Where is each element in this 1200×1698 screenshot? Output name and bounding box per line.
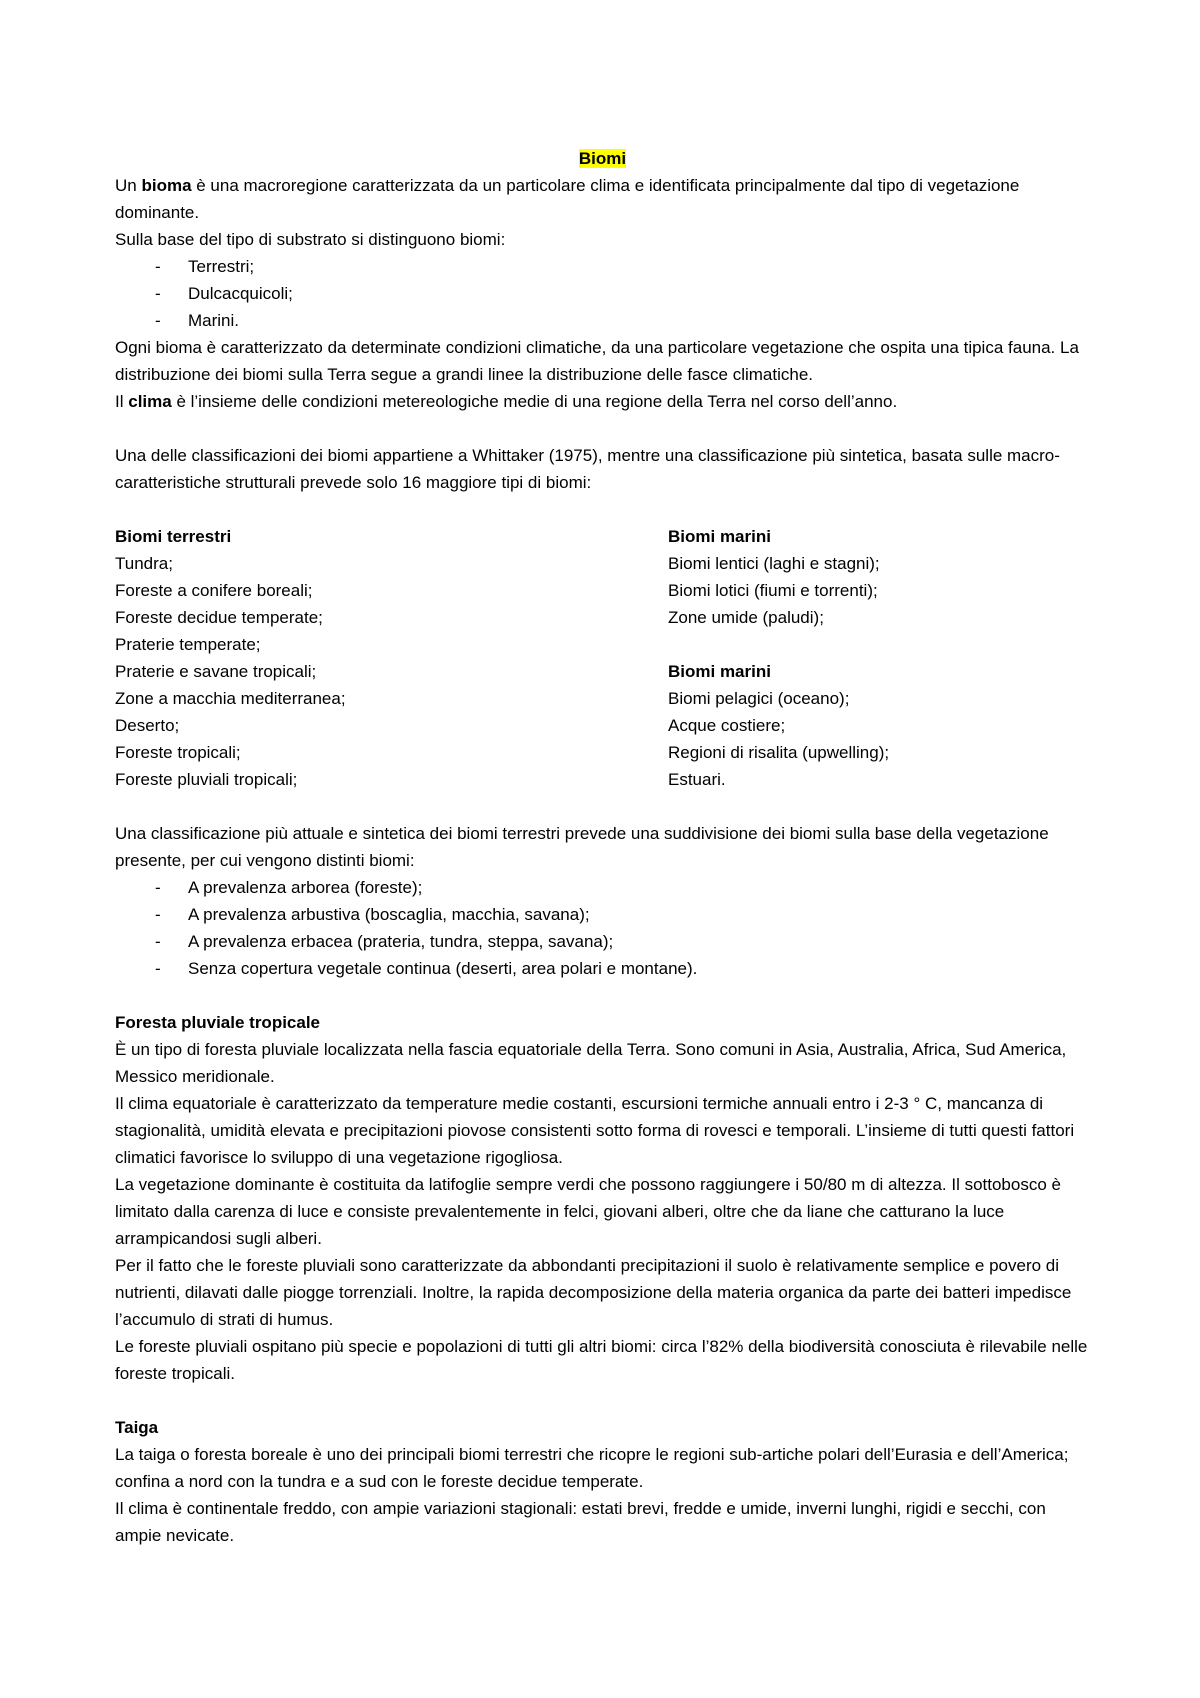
intro-paragraph-3: Ogni bioma è caratterizzato da determinate condizioni climatiche, da una particolare vegetazione che ospita una tipica fauna. La distribuzione dei biomi sulla Terra segue a grandi linee la distribuzione delle fasce climatiche.: [115, 338, 1079, 384]
aquatic-column: [668, 523, 1088, 793]
list-item: Deserto;: [115, 716, 180, 735]
list-item: Biomi lotici (fiumi e torrenti);: [668, 581, 878, 600]
heading-text: Foresta pluviale tropicale: [115, 1013, 321, 1032]
intro-paragraph-1: [115, 172, 1090, 226]
list-item: Foreste decidue temperate;: [115, 608, 323, 627]
list-item: Zone a macchia mediterranea;: [115, 689, 346, 708]
spacer: [115, 415, 1090, 442]
rainforest-paragraph-1: È un tipo di foresta pluviale localizzata nella fascia equatoriale della Terra. Sono comuni in Asia, Australia, Africa, Sud America, Messico meridionale.: [115, 1040, 1067, 1086]
list-item-text: Marini.: [188, 311, 240, 330]
taiga-heading: [115, 1414, 1090, 1441]
list-item: Praterie e savane tropicali;: [115, 662, 317, 681]
list-item: Regioni di risalita (upwelling);: [668, 743, 890, 762]
taiga-paragraph-2: Il clima è continentale freddo, con ampie variazioni stagionali: estati brevi, fredde e umide, inverni lunghi, rigidi e secchi, con ampie nevicate.: [115, 1499, 1046, 1545]
intro-paragraph-2: Sulla base del tipo di substrato si distinguono biomi:: [115, 230, 506, 249]
list-item-text: Senza copertura vegetale continua (deserti, area polari e montane).: [188, 959, 698, 978]
intro-paragraph-4: [115, 388, 1090, 415]
list-item: [115, 955, 1090, 982]
list-marker: -: [155, 932, 161, 951]
list-marker: -: [155, 257, 161, 276]
substrate-list: [115, 253, 1090, 334]
spacer: [115, 496, 1090, 523]
classification-paragraph: Una delle classificazioni dei biomi appartiene a Whittaker (1975), mentre una classificazione più sintetica, basata sulle macro-caratteristiche strutturali prevede solo 16 maggiore tipi di biomi:: [115, 446, 1060, 492]
list-item: Biomi lentici (laghi e stagni);: [668, 554, 880, 573]
list-item: [115, 307, 1090, 334]
list-item: [115, 874, 1090, 901]
biome-columns: [115, 523, 1090, 793]
intro-text: è una macroregione caratterizzata da un particolare clima e identificata principalmente dal tipo di vegetazione dominante.: [115, 176, 1020, 222]
list-item: Acque costiere;: [668, 716, 786, 735]
list-item-text: A prevalenza erbacea (prateria, tundra, steppa, savana);: [188, 932, 614, 951]
list-item-text: Dulcacquicoli;: [188, 284, 293, 303]
list-item: Praterie temperate;: [115, 635, 261, 654]
vegetation-list: [115, 874, 1090, 982]
list-item: Foreste a conifere boreali;: [115, 581, 313, 600]
list-item: [115, 280, 1090, 307]
aquatic-heading-2: [668, 658, 1088, 685]
list-item: Biomi pelagici (oceano);: [668, 689, 850, 708]
list-marker: -: [155, 905, 161, 924]
rainforest-heading: [115, 1009, 1090, 1036]
bioma-term: bioma: [141, 176, 192, 195]
rainforest-paragraph-5: Le foreste pluviali ospitano più specie e popolazioni di tutti gli altri biomi: circa l’82% della biodiversità conosciuta è rilevabile nelle foreste tropicali.: [115, 1337, 1088, 1383]
terrestrial-heading: [115, 523, 668, 550]
list-item: [115, 253, 1090, 280]
rainforest-paragraph-4: Per il fatto che le foreste pluviali sono caratterizzate da abbondanti precipitazioni il suolo è relativamente semplice e povero di nutrienti, dilavati dalle piogge torrenziali. Inoltre, la rapida decomposizione della materia organica da parte dei batteri impedisce l’accumulo di strati di humus.: [115, 1256, 1072, 1329]
list-item: Tundra;: [115, 554, 173, 573]
clima-term: clima: [128, 392, 172, 411]
list-item: [115, 928, 1090, 955]
document-body: [115, 145, 1090, 1549]
heading-text: Biomi terrestri: [115, 527, 232, 546]
heading-text: Biomi marini: [668, 527, 771, 546]
title-highlight: Biomi: [578, 149, 627, 168]
intro-text: Il: [115, 392, 129, 411]
list-item-text: A prevalenza arborea (foreste);: [188, 878, 423, 897]
list-item: Foreste pluviali tropicali;: [115, 770, 298, 789]
page-title: [115, 145, 1090, 172]
list-item: Estuari.: [668, 770, 726, 789]
terrestrial-column: [115, 523, 668, 793]
rainforest-paragraph-2: Il clima equatoriale è caratterizzato da temperature medie costanti, escursioni termiche annuali entro i 2-3 ° C, mancanza di stagionalità, umidità elevata e precipitazioni piovose consistenti sotto forma di rovesci e temporali. L’insieme di tutti questi fattori climatici favorisce lo sviluppo di una vegetazione rigogliosa.: [115, 1094, 1075, 1167]
modern-classification-paragraph: Una classificazione più attuale e sintetica dei biomi terrestri prevede una suddivisione dei biomi sulla base della vegetazione presente, per cui vengono distinti biomi:: [115, 824, 1049, 870]
spacer: [115, 793, 1090, 820]
list-marker: -: [155, 878, 161, 897]
list-marker: -: [155, 311, 161, 330]
intro-text: è l’insieme delle condizioni metereologiche medie di una regione della Terra nel corso dell’anno.: [171, 392, 898, 411]
list-item: [115, 901, 1090, 928]
spacer: [115, 1387, 1090, 1414]
list-item: Zone umide (paludi);: [668, 608, 824, 627]
list-item-text: Terrestri;: [188, 257, 255, 276]
list-marker: -: [155, 959, 161, 978]
rainforest-paragraph-3: La vegetazione dominante è costituita da latifoglie sempre verdi che possono raggiungere i 50/80 m di altezza. Il sottobosco è limitato dalla carenza di luce e consiste prevalentemente in felci, giovani alberi, oltre che da liane che catturano la luce arrampicandosi sugli alberi.: [115, 1175, 1061, 1248]
list-item-text: A prevalenza arbustiva (boscaglia, macchia, savana);: [188, 905, 590, 924]
spacer: [115, 982, 1090, 1009]
spacer: [668, 631, 1088, 658]
heading-text: Taiga: [115, 1418, 159, 1437]
taiga-paragraph-1: La taiga o foresta boreale è uno dei principali biomi terrestri che ricopre le regioni sub-artiche polari dell’Eurasia e dell’America; confina a nord con la tundra e a sud con le foreste decidue temperate.: [115, 1445, 1069, 1491]
intro-text: Un: [115, 176, 142, 195]
heading-text: Biomi marini: [668, 662, 771, 681]
list-marker: -: [155, 284, 161, 303]
list-item: Foreste tropicali;: [115, 743, 241, 762]
aquatic-heading-1: [668, 523, 1088, 550]
